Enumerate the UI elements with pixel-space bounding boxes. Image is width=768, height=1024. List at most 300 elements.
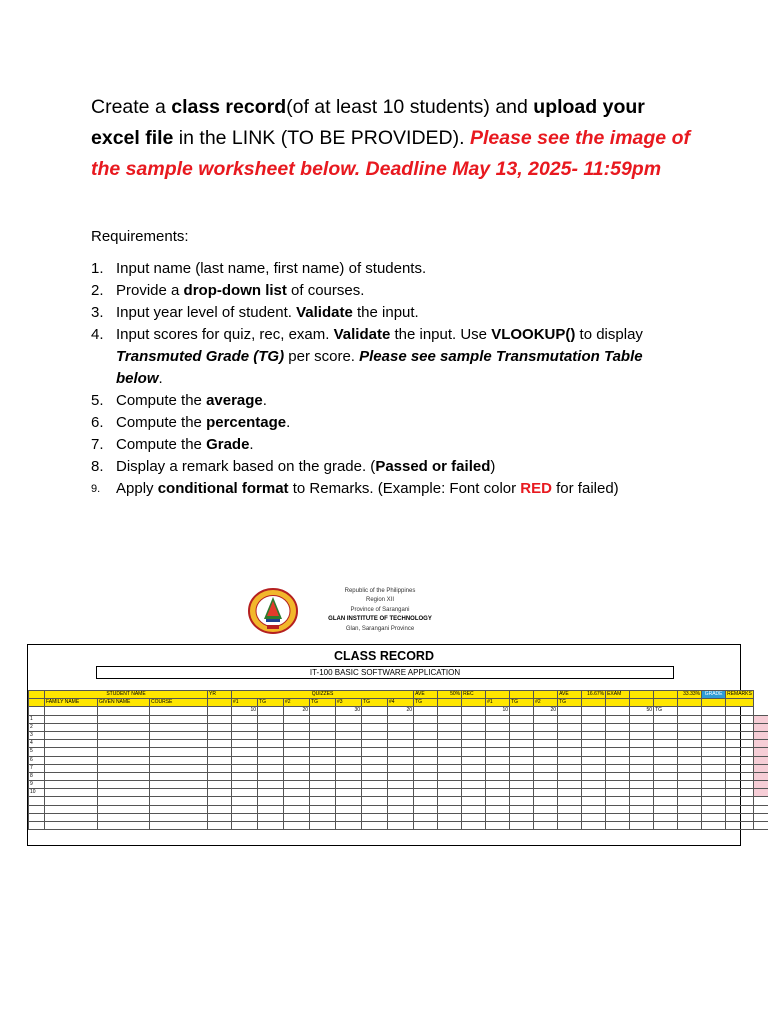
- table-cell[interactable]: [45, 740, 98, 748]
- table-cell[interactable]: [678, 822, 702, 830]
- table-cell[interactable]: [654, 764, 678, 772]
- table-cell[interactable]: [362, 723, 388, 731]
- table-cell[interactable]: [150, 764, 208, 772]
- table-cell[interactable]: [754, 723, 768, 731]
- table-cell[interactable]: [558, 781, 582, 789]
- table-cell[interactable]: [702, 723, 726, 731]
- table-cell[interactable]: [336, 740, 362, 748]
- table-cell[interactable]: [45, 731, 98, 739]
- row-number[interactable]: 5: [29, 748, 45, 756]
- table-cell[interactable]: [336, 797, 362, 805]
- table-cell[interactable]: [606, 715, 630, 723]
- table-cell[interactable]: [630, 756, 654, 764]
- table-cell[interactable]: [438, 813, 462, 821]
- table-cell[interactable]: [336, 764, 362, 772]
- table-cell[interactable]: [534, 756, 558, 764]
- table-cell[interactable]: [310, 813, 336, 821]
- table-cell[interactable]: [462, 805, 486, 813]
- table-cell[interactable]: [654, 723, 678, 731]
- table-cell[interactable]: [45, 756, 98, 764]
- table-cell[interactable]: [582, 822, 606, 830]
- table-cell[interactable]: [310, 731, 336, 739]
- table-cell[interactable]: [486, 805, 510, 813]
- table-cell[interactable]: [582, 772, 606, 780]
- table-cell[interactable]: [582, 805, 606, 813]
- table-cell[interactable]: [754, 756, 768, 764]
- table-cell[interactable]: [284, 723, 310, 731]
- table-cell[interactable]: [678, 764, 702, 772]
- row-number[interactable]: 4: [29, 740, 45, 748]
- table-cell[interactable]: [462, 723, 486, 731]
- table-cell[interactable]: [678, 731, 702, 739]
- table-cell[interactable]: [98, 789, 150, 797]
- table-cell[interactable]: [438, 822, 462, 830]
- table-cell[interactable]: [362, 797, 388, 805]
- table-cell[interactable]: [726, 797, 754, 805]
- table-cell[interactable]: [150, 748, 208, 756]
- table-cell[interactable]: [654, 797, 678, 805]
- table-cell[interactable]: [582, 723, 606, 731]
- table-cell[interactable]: [654, 731, 678, 739]
- table-cell[interactable]: [29, 822, 45, 830]
- table-cell[interactable]: [558, 731, 582, 739]
- table-cell[interactable]: [208, 756, 232, 764]
- table-cell[interactable]: [702, 805, 726, 813]
- table-cell[interactable]: [438, 740, 462, 748]
- table-cell[interactable]: [510, 715, 534, 723]
- table-cell[interactable]: [362, 789, 388, 797]
- table-cell[interactable]: [462, 789, 486, 797]
- table-cell[interactable]: [258, 797, 284, 805]
- table-cell[interactable]: [310, 781, 336, 789]
- table-cell[interactable]: [98, 723, 150, 731]
- table-cell[interactable]: [310, 756, 336, 764]
- table-cell[interactable]: [388, 723, 414, 731]
- table-cell[interactable]: [534, 723, 558, 731]
- table-cell[interactable]: [754, 789, 768, 797]
- table-cell[interactable]: [510, 772, 534, 780]
- table-cell[interactable]: [654, 748, 678, 756]
- table-cell[interactable]: [150, 813, 208, 821]
- table-cell[interactable]: [388, 740, 414, 748]
- table-cell[interactable]: [678, 781, 702, 789]
- table-cell[interactable]: [414, 822, 438, 830]
- table-cell[interactable]: [362, 715, 388, 723]
- table-cell[interactable]: [29, 797, 45, 805]
- table-cell[interactable]: [534, 813, 558, 821]
- table-cell[interactable]: [414, 781, 438, 789]
- table-cell[interactable]: [534, 748, 558, 756]
- table-cell[interactable]: [258, 772, 284, 780]
- table-cell[interactable]: [606, 781, 630, 789]
- table-cell[interactable]: [462, 772, 486, 780]
- table-cell[interactable]: [45, 781, 98, 789]
- table-cell[interactable]: [726, 813, 754, 821]
- table-cell[interactable]: [98, 813, 150, 821]
- table-cell[interactable]: [606, 789, 630, 797]
- table-cell[interactable]: [258, 723, 284, 731]
- table-cell[interactable]: [232, 772, 258, 780]
- table-cell[interactable]: [702, 797, 726, 805]
- table-cell[interactable]: [232, 715, 258, 723]
- table-cell[interactable]: [510, 813, 534, 821]
- row-number[interactable]: 3: [29, 731, 45, 739]
- table-cell[interactable]: [45, 822, 98, 830]
- table-cell[interactable]: [754, 740, 768, 748]
- table-cell[interactable]: [362, 772, 388, 780]
- table-cell[interactable]: [462, 748, 486, 756]
- table-cell[interactable]: [208, 723, 232, 731]
- row-number[interactable]: 7: [29, 764, 45, 772]
- table-cell[interactable]: [388, 789, 414, 797]
- table-cell[interactable]: [486, 822, 510, 830]
- table-cell[interactable]: [310, 822, 336, 830]
- table-cell[interactable]: [558, 813, 582, 821]
- table-cell[interactable]: [208, 764, 232, 772]
- table-cell[interactable]: [702, 756, 726, 764]
- table-cell[interactable]: [630, 764, 654, 772]
- table-cell[interactable]: [754, 822, 768, 830]
- table-cell[interactable]: [388, 731, 414, 739]
- table-cell[interactable]: [606, 723, 630, 731]
- table-cell[interactable]: [726, 715, 754, 723]
- table-cell[interactable]: [362, 740, 388, 748]
- table-cell[interactable]: [582, 740, 606, 748]
- table-cell[interactable]: [232, 822, 258, 830]
- table-cell[interactable]: [606, 797, 630, 805]
- table-cell[interactable]: [232, 740, 258, 748]
- table-cell[interactable]: [438, 764, 462, 772]
- table-cell[interactable]: [362, 756, 388, 764]
- table-cell[interactable]: [558, 789, 582, 797]
- table-cell[interactable]: [582, 748, 606, 756]
- table-cell[interactable]: [208, 781, 232, 789]
- table-cell[interactable]: [414, 813, 438, 821]
- table-cell[interactable]: [534, 781, 558, 789]
- table-cell[interactable]: [558, 748, 582, 756]
- table-cell[interactable]: [486, 731, 510, 739]
- table-cell[interactable]: [534, 789, 558, 797]
- table-cell[interactable]: [362, 813, 388, 821]
- table-cell[interactable]: [336, 805, 362, 813]
- table-cell[interactable]: [510, 731, 534, 739]
- table-cell[interactable]: [150, 723, 208, 731]
- table-cell[interactable]: [258, 715, 284, 723]
- table-cell[interactable]: [630, 822, 654, 830]
- table-cell[interactable]: [630, 715, 654, 723]
- table-cell[interactable]: [678, 772, 702, 780]
- table-cell[interactable]: [45, 772, 98, 780]
- table-cell[interactable]: [388, 822, 414, 830]
- table-cell[interactable]: [284, 797, 310, 805]
- table-cell[interactable]: [284, 764, 310, 772]
- table-cell[interactable]: [534, 797, 558, 805]
- table-cell[interactable]: [29, 813, 45, 821]
- table-cell[interactable]: [150, 772, 208, 780]
- table-cell[interactable]: [208, 715, 232, 723]
- table-cell[interactable]: [438, 805, 462, 813]
- table-cell[interactable]: [462, 797, 486, 805]
- table-cell[interactable]: [534, 731, 558, 739]
- table-cell[interactable]: [486, 740, 510, 748]
- table-cell[interactable]: [510, 740, 534, 748]
- table-cell[interactable]: [486, 813, 510, 821]
- table-cell[interactable]: [582, 781, 606, 789]
- table-cell[interactable]: [754, 764, 768, 772]
- table-cell[interactable]: [438, 756, 462, 764]
- table-cell[interactable]: [558, 715, 582, 723]
- table-cell[interactable]: [98, 748, 150, 756]
- table-cell[interactable]: [388, 748, 414, 756]
- table-cell[interactable]: [388, 715, 414, 723]
- table-cell[interactable]: [98, 715, 150, 723]
- table-cell[interactable]: [606, 772, 630, 780]
- table-cell[interactable]: [702, 748, 726, 756]
- table-cell[interactable]: [150, 822, 208, 830]
- table-cell[interactable]: [702, 813, 726, 821]
- table-cell[interactable]: [336, 748, 362, 756]
- table-cell[interactable]: [45, 764, 98, 772]
- table-cell[interactable]: [232, 797, 258, 805]
- table-cell[interactable]: [150, 731, 208, 739]
- table-cell[interactable]: [98, 822, 150, 830]
- table-cell[interactable]: [630, 813, 654, 821]
- table-cell[interactable]: [462, 781, 486, 789]
- table-cell[interactable]: [462, 822, 486, 830]
- table-cell[interactable]: [606, 822, 630, 830]
- table-cell[interactable]: [438, 797, 462, 805]
- table-cell[interactable]: [726, 748, 754, 756]
- table-cell[interactable]: [510, 805, 534, 813]
- table-cell[interactable]: [258, 740, 284, 748]
- table-cell[interactable]: [630, 723, 654, 731]
- table-cell[interactable]: [726, 740, 754, 748]
- table-cell[interactable]: [284, 813, 310, 821]
- table-cell[interactable]: [754, 781, 768, 789]
- table-cell[interactable]: [726, 805, 754, 813]
- table-cell[interactable]: [726, 756, 754, 764]
- table-cell[interactable]: [606, 748, 630, 756]
- table-cell[interactable]: [702, 764, 726, 772]
- table-cell[interactable]: [654, 740, 678, 748]
- table-cell[interactable]: [726, 772, 754, 780]
- table-cell[interactable]: [336, 822, 362, 830]
- table-cell[interactable]: [414, 797, 438, 805]
- table-cell[interactable]: [678, 813, 702, 821]
- table-cell[interactable]: [310, 740, 336, 748]
- table-cell[interactable]: [414, 805, 438, 813]
- table-cell[interactable]: [702, 731, 726, 739]
- table-cell[interactable]: [208, 805, 232, 813]
- table-cell[interactable]: [98, 781, 150, 789]
- table-cell[interactable]: [258, 781, 284, 789]
- table-cell[interactable]: [414, 723, 438, 731]
- table-cell[interactable]: [336, 756, 362, 764]
- table-cell[interactable]: [208, 789, 232, 797]
- table-cell[interactable]: [150, 805, 208, 813]
- table-cell[interactable]: [336, 789, 362, 797]
- table-cell[interactable]: [486, 781, 510, 789]
- table-cell[interactable]: [630, 772, 654, 780]
- table-cell[interactable]: [208, 772, 232, 780]
- table-cell[interactable]: [45, 805, 98, 813]
- table-cell[interactable]: [486, 797, 510, 805]
- table-cell[interactable]: [98, 797, 150, 805]
- table-cell[interactable]: [284, 756, 310, 764]
- table-cell[interactable]: [534, 822, 558, 830]
- table-cell[interactable]: [336, 813, 362, 821]
- table-cell[interactable]: [45, 748, 98, 756]
- table-cell[interactable]: [678, 789, 702, 797]
- table-cell[interactable]: [654, 756, 678, 764]
- table-cell[interactable]: [486, 715, 510, 723]
- table-cell[interactable]: [388, 756, 414, 764]
- table-cell[interactable]: [388, 781, 414, 789]
- table-cell[interactable]: [558, 805, 582, 813]
- table-cell[interactable]: [754, 772, 768, 780]
- table-cell[interactable]: [310, 772, 336, 780]
- table-cell[interactable]: [534, 764, 558, 772]
- table-cell[interactable]: [150, 797, 208, 805]
- table-cell[interactable]: [310, 789, 336, 797]
- table-cell[interactable]: [414, 756, 438, 764]
- table-cell[interactable]: [414, 740, 438, 748]
- table-cell[interactable]: [510, 822, 534, 830]
- table-cell[interactable]: [284, 740, 310, 748]
- table-cell[interactable]: [678, 756, 702, 764]
- table-cell[interactable]: [462, 715, 486, 723]
- table-cell[interactable]: [462, 764, 486, 772]
- table-cell[interactable]: [510, 789, 534, 797]
- table-cell[interactable]: [438, 715, 462, 723]
- table-cell[interactable]: [754, 715, 768, 723]
- table-cell[interactable]: [558, 756, 582, 764]
- table-cell[interactable]: [678, 723, 702, 731]
- table-cell[interactable]: [606, 731, 630, 739]
- table-cell[interactable]: [414, 748, 438, 756]
- table-cell[interactable]: [232, 789, 258, 797]
- table-cell[interactable]: [232, 756, 258, 764]
- table-cell[interactable]: [754, 797, 768, 805]
- table-cell[interactable]: [654, 772, 678, 780]
- table-cell[interactable]: [630, 781, 654, 789]
- table-cell[interactable]: [98, 731, 150, 739]
- table-cell[interactable]: [438, 723, 462, 731]
- table-cell[interactable]: [150, 756, 208, 764]
- table-cell[interactable]: [150, 740, 208, 748]
- table-cell[interactable]: [414, 731, 438, 739]
- table-cell[interactable]: [208, 748, 232, 756]
- table-cell[interactable]: [510, 756, 534, 764]
- table-cell[interactable]: [510, 781, 534, 789]
- table-cell[interactable]: [654, 781, 678, 789]
- table-cell[interactable]: [462, 731, 486, 739]
- table-cell[interactable]: [284, 715, 310, 723]
- table-cell[interactable]: [150, 715, 208, 723]
- table-cell[interactable]: [284, 772, 310, 780]
- table-cell[interactable]: [208, 813, 232, 821]
- table-cell[interactable]: [462, 756, 486, 764]
- table-cell[interactable]: [258, 731, 284, 739]
- table-cell[interactable]: [534, 772, 558, 780]
- table-cell[interactable]: [702, 789, 726, 797]
- table-cell[interactable]: [630, 805, 654, 813]
- table-cell[interactable]: [150, 789, 208, 797]
- table-cell[interactable]: [45, 723, 98, 731]
- table-cell[interactable]: [558, 740, 582, 748]
- table-cell[interactable]: [258, 748, 284, 756]
- table-cell[interactable]: [414, 789, 438, 797]
- table-cell[interactable]: [726, 822, 754, 830]
- table-cell[interactable]: [654, 822, 678, 830]
- table-cell[interactable]: [284, 789, 310, 797]
- table-cell[interactable]: [336, 772, 362, 780]
- row-number[interactable]: 1: [29, 715, 45, 723]
- table-cell[interactable]: [510, 748, 534, 756]
- table-cell[interactable]: [462, 740, 486, 748]
- table-cell[interactable]: [702, 740, 726, 748]
- table-cell[interactable]: [754, 731, 768, 739]
- table-cell[interactable]: [582, 789, 606, 797]
- table-cell[interactable]: [258, 813, 284, 821]
- table-cell[interactable]: [258, 764, 284, 772]
- table-cell[interactable]: [558, 797, 582, 805]
- table-cell[interactable]: [702, 822, 726, 830]
- table-cell[interactable]: [654, 789, 678, 797]
- table-cell[interactable]: [362, 822, 388, 830]
- table-cell[interactable]: [582, 764, 606, 772]
- table-cell[interactable]: [438, 781, 462, 789]
- table-cell[interactable]: [258, 805, 284, 813]
- table-cell[interactable]: [258, 789, 284, 797]
- table-cell[interactable]: [258, 822, 284, 830]
- table-cell[interactable]: [232, 731, 258, 739]
- table-cell[interactable]: [258, 756, 284, 764]
- row-number[interactable]: 10: [29, 789, 45, 797]
- table-cell[interactable]: [362, 748, 388, 756]
- table-cell[interactable]: [388, 813, 414, 821]
- table-cell[interactable]: [310, 715, 336, 723]
- table-cell[interactable]: [98, 772, 150, 780]
- table-cell[interactable]: [726, 789, 754, 797]
- row-number[interactable]: 2: [29, 723, 45, 731]
- table-cell[interactable]: [29, 805, 45, 813]
- table-cell[interactable]: [232, 723, 258, 731]
- table-cell[interactable]: [232, 781, 258, 789]
- table-cell[interactable]: [336, 715, 362, 723]
- table-cell[interactable]: [726, 723, 754, 731]
- table-cell[interactable]: [45, 715, 98, 723]
- table-cell[interactable]: [310, 797, 336, 805]
- table-cell[interactable]: [654, 715, 678, 723]
- table-cell[interactable]: [582, 731, 606, 739]
- table-cell[interactable]: [98, 740, 150, 748]
- table-cell[interactable]: [336, 781, 362, 789]
- table-cell[interactable]: [534, 715, 558, 723]
- table-cell[interactable]: [362, 805, 388, 813]
- table-cell[interactable]: [284, 748, 310, 756]
- table-cell[interactable]: [336, 723, 362, 731]
- table-cell[interactable]: [582, 813, 606, 821]
- table-cell[interactable]: [534, 740, 558, 748]
- table-cell[interactable]: [388, 805, 414, 813]
- table-cell[interactable]: [388, 772, 414, 780]
- table-cell[interactable]: [486, 756, 510, 764]
- table-cell[interactable]: [438, 772, 462, 780]
- table-cell[interactable]: [362, 781, 388, 789]
- table-cell[interactable]: [582, 797, 606, 805]
- table-cell[interactable]: [310, 764, 336, 772]
